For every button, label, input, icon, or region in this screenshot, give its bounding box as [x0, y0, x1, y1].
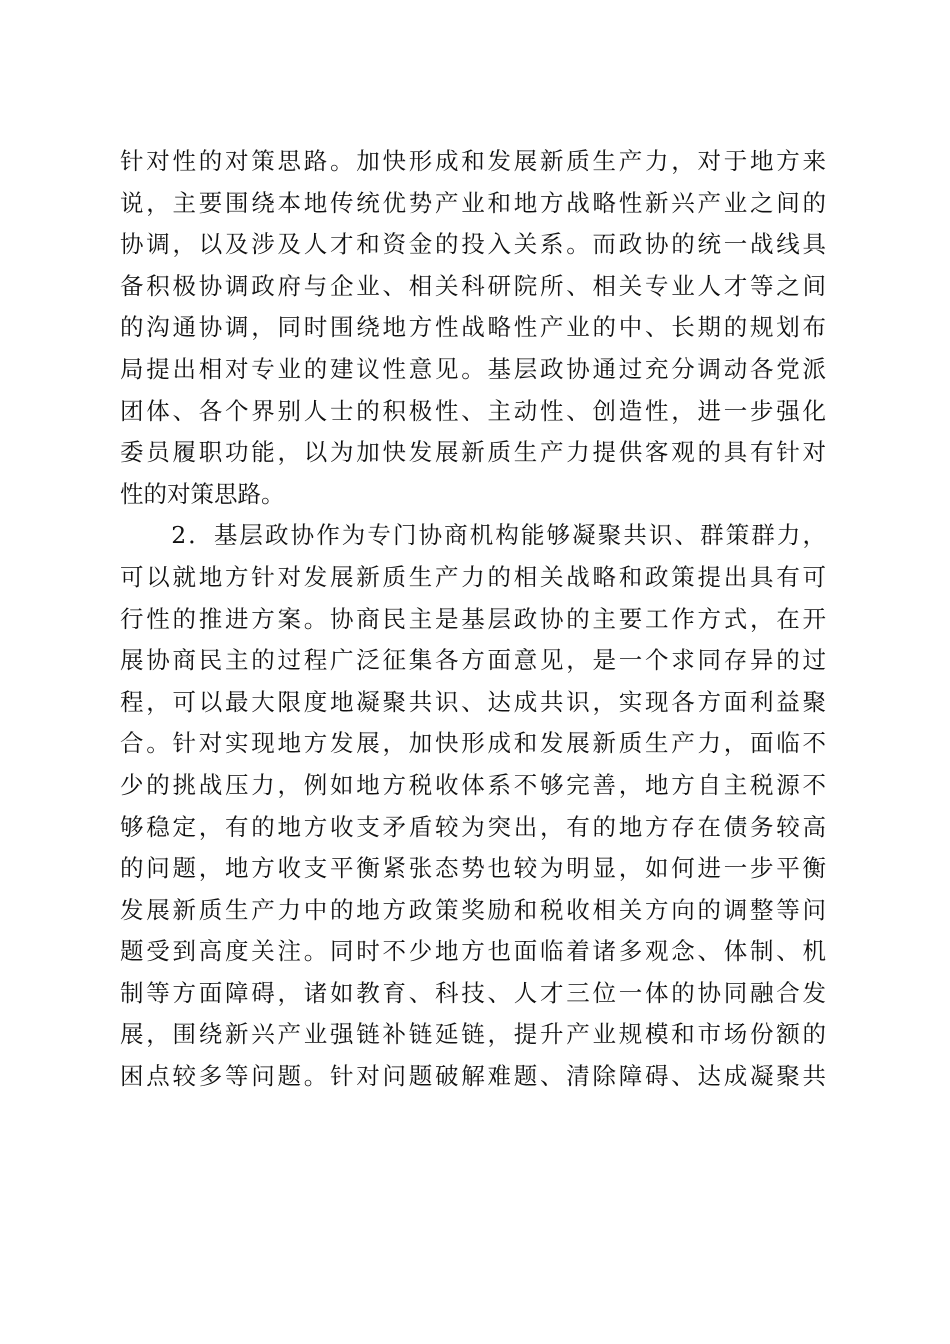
text-line: 局提出相对专业的建议性意见。基层政协通过充分调动各党派 — [120, 354, 826, 383]
text-line: 够稳定，有的地方收支矛盾较为突出，有的地方存在债务较高 — [120, 812, 826, 841]
text-line: 可以就地方针对发展新质生产力的相关战略和政策提出具有可 — [120, 562, 826, 591]
text-line: 性的对策思路。 — [120, 479, 285, 508]
text-line: 展协商民主的过程广泛征集各方面意见，是一个求同存异的过 — [120, 646, 826, 675]
text-line: 发展新质生产力中的地方政策奖励和税收相关方向的调整等问 — [120, 895, 826, 924]
text-line: 程，可以最大限度地凝聚共识、达成共识，实现各方面利益聚 — [120, 687, 826, 716]
text-line: 少的挑战压力，例如地方税收体系不够完善，地方自主税源不 — [120, 770, 826, 799]
text-line: 的问题，地方收支平衡紧张态势也较为明显，如何进一步平衡 — [120, 854, 826, 883]
text-line: 困点较多等问题。针对问题破解难题、清除障碍、达成凝聚共 — [120, 1062, 826, 1091]
text-line: 团体、各个界别人士的积极性、主动性、创造性，进一步强化 — [120, 396, 826, 425]
text-line: 协调，以及涉及人才和资金的投入关系。而政协的统一战线具 — [120, 230, 826, 259]
text-line: 委员履职功能，以为加快发展新质生产力提供客观的具有针对 — [120, 438, 826, 467]
paragraph-2 — [120, 515, 826, 1097]
text-line: 针对性的对策思路。加快形成和发展新质生产力，对于地方来 — [120, 147, 826, 175]
text-line: 制等方面障碍，诸如教育、科技、人才三位一体的协同融合发 — [120, 978, 826, 1007]
text-line: 2．基层政协作为专门协商机构能够凝聚共识、群策群力， — [120, 521, 826, 550]
text-line: 行性的推进方案。协商民主是基层政协的主要工作方式，在开 — [120, 604, 826, 633]
text-line: 展，围绕新兴产业强链补链延链，提升产业规模和市场份额的 — [120, 1020, 826, 1049]
paragraph-1 — [120, 141, 826, 515]
text-line: 合。针对实现地方发展，加快形成和发展新质生产力，面临不 — [120, 729, 826, 758]
text-line: 题受到高度关注。同时不少地方也面临着诸多观念、体制、机 — [120, 937, 826, 966]
text-line: 说，主要围绕本地传统优势产业和地方战略性新兴产业之间的 — [120, 188, 826, 217]
text-line: 的沟通协调，同时围绕地方性战略性产业的中、长期的规划布 — [120, 313, 826, 342]
document-page — [120, 141, 826, 1098]
text-line: 备积极协调政府与企业、相关科研院所、相关专业人才等之间 — [120, 271, 826, 300]
